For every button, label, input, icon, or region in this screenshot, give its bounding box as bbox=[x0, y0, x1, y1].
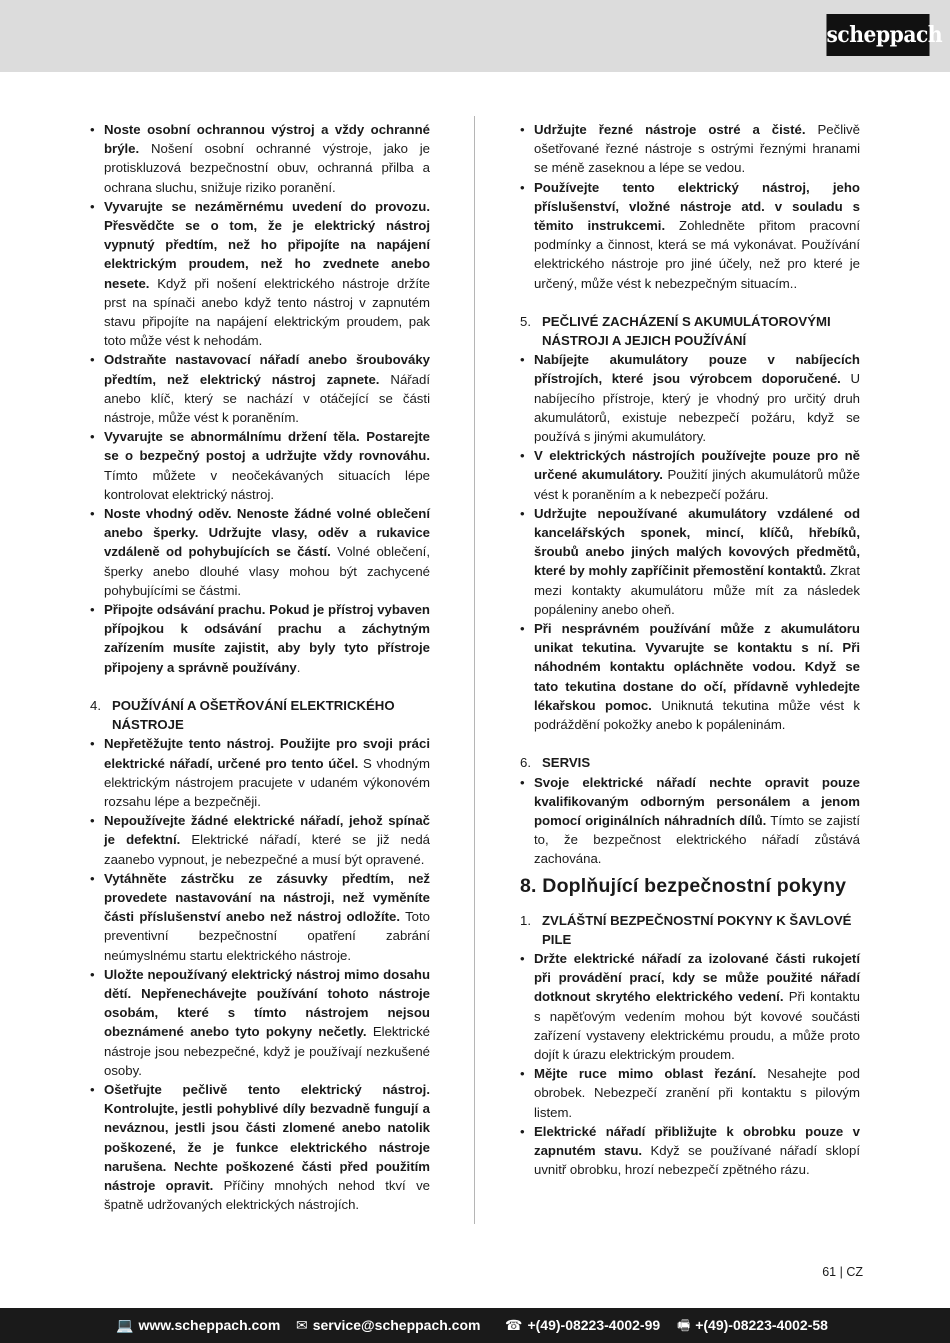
section-title: 8. Doplňující bezpečnostní pokyny bbox=[520, 874, 847, 897]
bullet: • bbox=[90, 352, 95, 368]
fax-icon: 🖷 bbox=[677, 1317, 691, 1333]
bullet: • bbox=[90, 429, 95, 445]
list-item bbox=[518, 1122, 860, 1180]
list-item bbox=[518, 773, 860, 869]
list-item bbox=[518, 1064, 860, 1122]
list-item bbox=[88, 120, 430, 197]
list-item bbox=[88, 734, 430, 811]
item-text: Pečlivě ošetřované řezné nástroje s ostrými řeznými hranami se méně zaseknou a lépe se vedou. bbox=[534, 122, 860, 176]
list-item bbox=[88, 197, 430, 351]
footer-fax-text: +(49)-08223-4002-58 bbox=[695, 1317, 828, 1333]
item-bold-text: Nepoužívejte žádné elektrické nářadí, jehož spínač je defektní. bbox=[104, 813, 430, 848]
footer-bar bbox=[0, 1308, 950, 1343]
item-bold-text: Noste vhodný oděv. Nenoste žádné volné oblečení anebo šperky. Udržujte vlasy, oděv a rukavice vzdáleně od pohybujících se částí. bbox=[104, 506, 430, 560]
item-text: Tímto můžete v neočekávaných situacích lépe kontrolovat elektrický nástroj. bbox=[104, 467, 430, 502]
item-text: S vhodným elektrickým nástrojem pracujete v udaném výkonovém rozsahu lépe a bezpečněji. bbox=[104, 755, 430, 809]
item-bold-text: Nabíjejte akumulátory pouze v nabíjecích přístrojích, které jsou výrobcem doporučené. bbox=[534, 352, 860, 387]
section-heading bbox=[88, 696, 430, 734]
item-text: Když se používané nářadí sklopí uvnitř obrobku, hrozí nebezpečí zpětného rázu. bbox=[534, 1142, 860, 1178]
section-heading bbox=[518, 753, 860, 772]
column-divider bbox=[474, 116, 475, 1224]
item-text: Toto preventivní bezpečnostní opatření zabrání neúmyslnému startu elektrického nástroje. bbox=[104, 909, 430, 963]
bullet: • bbox=[520, 950, 525, 966]
heading-text: SERVIS bbox=[542, 755, 591, 771]
item-bold-text: Při nesprávném používání může z akumulátoru unikat tekutina. Vyvarujte se kontaktu s ní. Při náhodném kontaktu opláchněte vodou. Když se tato tekutina dostane do očí, přídavně vyhledejte lékařskou pomoc. bbox=[534, 621, 860, 713]
item-text: Použití jiných akumulátorů může vést k poraněním a k nebezpečí požáru. bbox=[534, 467, 860, 502]
item-text: Volné oblečení, šperky anebo dlouhé vlasy mohou být zachycené pohybujícími se částmi. bbox=[104, 544, 430, 598]
list-item bbox=[88, 504, 430, 600]
item-bold-text: Ošetřujte pečlivě tento elektrický nástroj. Kontrolujte, jestli pohyblivé díly bezvadně fungují a neváznou, jestli jsou části zlomené anebo natolik poškozené, že je funkce elektrického nástroje narušena. Nechte poškozené části před použitím nástroje opravit. bbox=[104, 1081, 430, 1193]
footer-phone-text: +(49)-08223-4002-99 bbox=[527, 1317, 661, 1333]
list-item bbox=[88, 965, 430, 1080]
item-text: U nabíjecího přístroje, který je vhodný pro určitý druh akumulátorů, existuje nebezpečí požáru, když se používá s jinými akumulátory. bbox=[534, 371, 861, 445]
item-text: Při kontaktu s napěťovým vedením mohou být kovové součásti zařízení vystaveny elektrickému proudu, a může proto dojít k úrazu elektrickým proudem. bbox=[534, 989, 860, 1062]
bullet: • bbox=[520, 774, 525, 790]
item-bold-text: Vyvarujte se nezáměrnému uvedení do provozu. Přesvědčte se o tom, že je elektrický nástroj vypnutý předtím, než ho připojíte na napájení elektrickým proudem, než ho zvednete anebo nesete. bbox=[104, 198, 430, 291]
heading-number: 6. bbox=[520, 755, 531, 771]
bullet: • bbox=[520, 179, 525, 195]
heading-number: 4. bbox=[90, 697, 101, 713]
item-text: Nesahejte pod obrobek. Nebezpečí zranění při kontaktu s pilovým listem. bbox=[534, 1066, 860, 1120]
bullet: • bbox=[520, 621, 525, 637]
bullet: • bbox=[520, 505, 525, 521]
spacer bbox=[518, 293, 860, 312]
item-text: . bbox=[296, 659, 301, 675]
item-bold-text: Elektrické nářadí přibližujte k obrobku pouze v zapnutém stavu. bbox=[534, 1123, 860, 1158]
bullet: • bbox=[90, 602, 95, 618]
bullet: • bbox=[90, 506, 95, 522]
list-item bbox=[88, 811, 430, 869]
item-text: Nářadí anebo klíč, který se nachází v otáčející se části nástroje, může vést k poraněním. bbox=[104, 371, 430, 426]
list-item bbox=[88, 869, 430, 965]
list-item bbox=[518, 446, 860, 504]
left-column bbox=[88, 120, 430, 1214]
right-column bbox=[518, 120, 860, 1179]
bullet: • bbox=[90, 813, 95, 829]
footer-email[interactable] bbox=[296, 1308, 480, 1343]
footer-phone[interactable] bbox=[505, 1308, 660, 1343]
bullet: • bbox=[90, 870, 95, 886]
item-bold-text: Vytáhněte zástrčku ze zásuvky předtím, než provedete nastavování na nástroji, než vyměníte části příslušenství anebo než nástroj odložíte. bbox=[104, 870, 430, 925]
item-bold-text: Nepřetěžujte tento nástroj. Použijte pro svoji práci elektrické nářadí, určené pro tento účel. bbox=[104, 736, 430, 771]
bullet: • bbox=[520, 1123, 525, 1139]
item-bold-text: Mějte ruce mimo oblast řezání. bbox=[534, 1066, 757, 1082]
heading-text: PEČLIVÉ ZACHÁZENÍ S AKUMULÁTOROVÝMI NÁSTROJI A JEJICH POUŽÍVÁNÍ bbox=[542, 313, 831, 349]
phone-icon: ☎ bbox=[505, 1317, 523, 1333]
item-bold-text: Vyvarujte se abnormálnímu držení těla. Postarejte se o bezpečný postoj a udržujte vždy rovnováhu. bbox=[104, 429, 430, 464]
footer-email-text: service@scheppach.com bbox=[312, 1317, 481, 1333]
bullet: • bbox=[520, 1066, 525, 1082]
page-number: 61 | CZ bbox=[822, 1265, 863, 1279]
list-item bbox=[518, 949, 860, 1064]
item-bold-text: Udržujte řezné nástroje ostré a čisté. bbox=[534, 122, 806, 137]
item-text: Elektrické nástroje jsou nebezpečné, když je používají nezkušené osoby. bbox=[104, 1024, 431, 1078]
computer-icon: 💻 bbox=[116, 1317, 134, 1333]
mail-icon: ✉ bbox=[296, 1317, 308, 1333]
item-text: Příčiny mnohých nehod tkví ve špatně udržovaných elektrických nástrojích. bbox=[104, 1177, 430, 1213]
heading-number: 5. bbox=[520, 313, 531, 329]
spacer bbox=[88, 677, 430, 696]
item-text: Když při nošení elektrického nástroje držíte prst na spínači anebo když tento nástroj v zapnutém stavu připojíte na napájení elektrickým proudem, pak toto může vést k nehodám. bbox=[104, 275, 430, 349]
item-bold-text: Uložte nepoužívaný elektrický nástroj mimo dosahu dětí. Nepřenechávejte používání tohoto nástroje osobám, které s tímto nástrojem nejsou obeznámené anebo tyto pokyny nečetly. bbox=[104, 966, 430, 1040]
bullet: • bbox=[520, 448, 525, 464]
bullet: • bbox=[90, 1081, 95, 1097]
footer-web-text: www.scheppach.com bbox=[138, 1317, 281, 1333]
item-bold-text: Noste osobní ochrannou výstroj a vždy ochranné brýle. bbox=[104, 122, 430, 157]
heading-text: POUŽÍVÁNÍ A OŠETŘOVÁNÍ ELEKTRICKÉHO NÁSTROJE bbox=[112, 697, 395, 733]
list-item bbox=[88, 600, 430, 677]
bullet: • bbox=[90, 122, 95, 137]
list-item bbox=[88, 427, 430, 504]
section-heading bbox=[518, 312, 860, 350]
heading-number: 1. bbox=[520, 912, 531, 928]
item-bold-text: Svoje elektrické nářadí nechte opravit pouze kvalifikovaným odborným personálem a jenom pomocí originálních náhradních dílů. bbox=[534, 774, 860, 828]
item-text: Zohledněte přitom pracovní podmínky a činnost, která se má vykonávat. Používání elektrického nástroje pro jiné účely, než pro které je určený, může vést k nebezpečným situacím.. bbox=[534, 218, 860, 291]
item-text: Uniknutá tekutina může vést k podráždění pokožky anebo k popáleninám. bbox=[534, 697, 860, 733]
spacer bbox=[518, 734, 860, 753]
bullet: • bbox=[520, 352, 525, 368]
list-item bbox=[518, 350, 860, 446]
bullet: • bbox=[90, 736, 95, 752]
item-bold-text: Připojte odsávání prachu. Pokud je přístroj vybaven přípojkou k odsávání prachu a záchytným zařízením musíte zajistit, aby byly tyto přístroje připojeny a správně používány bbox=[104, 602, 430, 675]
item-text: Tímto se zajistí to, že bezpečnost elektrického nářadí zůstává zachována. bbox=[534, 812, 861, 867]
item-bold-text: Udržujte nepoužívané akumulátory vzdálené od kancelářských sponek, mincí, klíčů, hřebíků, šroubů anebo jiných malých kovových předmětů, které by mohly zapříčinit přemostění kontaktů. bbox=[534, 505, 860, 579]
list-item bbox=[88, 350, 430, 427]
footer-fax bbox=[677, 1308, 828, 1343]
item-bold-text: V elektrických nástrojích používejte pouze pro ně určené akumulátory. bbox=[534, 448, 860, 483]
list-item bbox=[518, 120, 860, 178]
item-bold-text: Používejte tento elektrický nástroj, jeho příslušenství, vložné nástroje atd. v souladu s těmito instrukcemi. bbox=[534, 179, 860, 234]
heading-text: ZVLÁŠTNÍ BEZPEČNOSTNÍ POKYNY K ŠAVLOVÉ PILE bbox=[542, 912, 852, 947]
item-text: Elektrické nářadí, které se již nedá zaanebo vypnout, je nebezpečné a musí být opravené. bbox=[104, 832, 430, 867]
footer-web[interactable] bbox=[116, 1308, 280, 1343]
list-item bbox=[518, 178, 860, 293]
item-text: Zkrat mezi kontakty akumulátoru může mít za následek popáleniny anebo oheň. bbox=[534, 563, 860, 617]
bullet: • bbox=[520, 122, 525, 137]
item-bold-text: Držte elektrické nářadí za izolované části rukojetí při provádění prací, kdy se může použité nářadí dotknout skrytého elektrického vedení. bbox=[534, 950, 860, 1005]
scheppach-logo: scheppach bbox=[826, 14, 929, 56]
header-bar bbox=[0, 0, 950, 72]
list-item bbox=[518, 504, 860, 619]
item-text: Nošení osobní ochranné výstroje, jako je protiskluzová bezpečnostní obuv, ochranná přilba a ochrana sluchu, snižuje riziko poranění. bbox=[104, 141, 430, 195]
list-item bbox=[518, 619, 860, 734]
item-bold-text: Odstraňte nastavovací nářadí anebo šroubováky předtím, než elektrický nástroj zapnete. bbox=[104, 352, 430, 387]
list-item bbox=[88, 1080, 430, 1214]
bullet: • bbox=[90, 966, 95, 982]
bullet: • bbox=[90, 198, 95, 214]
section-heading bbox=[518, 911, 860, 949]
